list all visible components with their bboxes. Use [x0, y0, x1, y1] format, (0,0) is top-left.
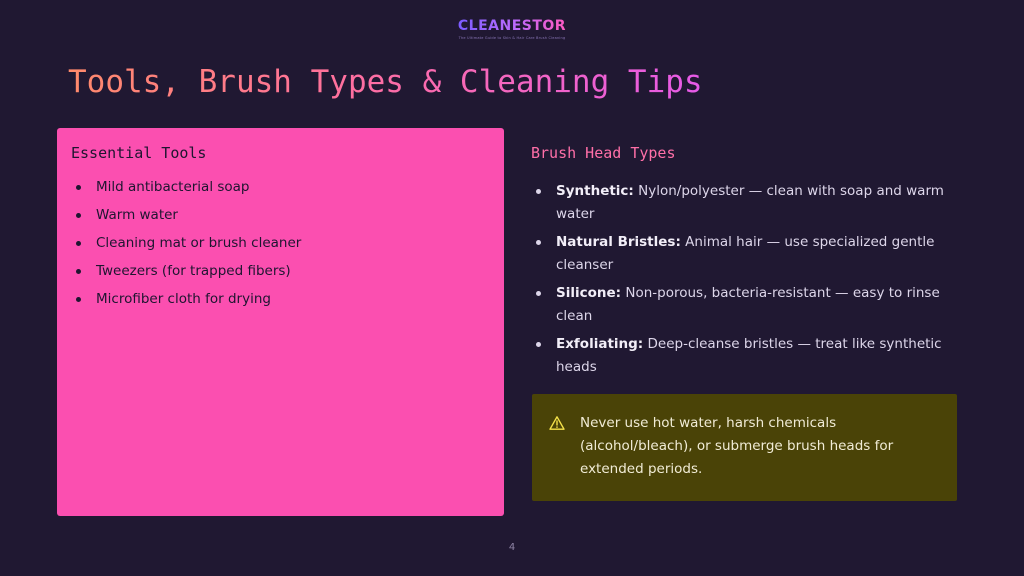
item-term: Synthetic: — [556, 183, 634, 199]
list-item — [531, 231, 951, 277]
essential-tools-list — [71, 178, 490, 308]
warning-triangle-icon — [549, 415, 565, 431]
item-description: Nylon/polyester — clean with soap and warm water — [556, 183, 944, 222]
item-description: Animal hair — use specialized gentle cleanser — [556, 234, 935, 273]
item-term: Silicone: — [556, 285, 622, 301]
list-item: Cleaning mat or brush cleaner — [71, 234, 490, 252]
page-title: Tools, Brush Types & Cleaning Tips — [68, 64, 703, 100]
list-item — [531, 180, 951, 226]
warning-callout — [532, 394, 957, 501]
list-item: Warm water — [71, 206, 490, 224]
list-item: Microfiber cloth for drying — [71, 290, 490, 308]
brush-head-types-heading: Brush Head Types — [531, 144, 676, 162]
item-description: Deep-cleanse bristles — treat like synthetic heads — [556, 336, 942, 375]
warning-text: Never use hot water, harsh chemicals (alcohol/bleach), or submerge brush heads for extended periods. — [580, 415, 894, 477]
item-term: Natural Bristles: — [556, 234, 681, 250]
list-item — [531, 333, 951, 379]
essential-tools-card — [57, 128, 504, 516]
list-item: Mild antibacterial soap — [71, 178, 490, 196]
logo-tagline: The Ultimate Guide to Skin & Hair Care Brush Cleaning — [458, 36, 566, 40]
essential-tools-heading: Essential Tools — [71, 144, 207, 162]
item-description: Non-porous, bacteria-resistant — easy to rinse clean — [556, 285, 940, 324]
brush-head-types-list — [531, 180, 961, 379]
brush-head-types-section — [531, 144, 961, 384]
page-number: 4 — [508, 542, 516, 553]
list-item — [531, 282, 951, 328]
logo-text: CLEANESTOR — [457, 18, 567, 34]
item-term: Exfoliating: — [556, 336, 644, 352]
list-item: Tweezers (for trapped fibers) — [71, 262, 490, 280]
brand-logo — [0, 15, 1024, 40]
